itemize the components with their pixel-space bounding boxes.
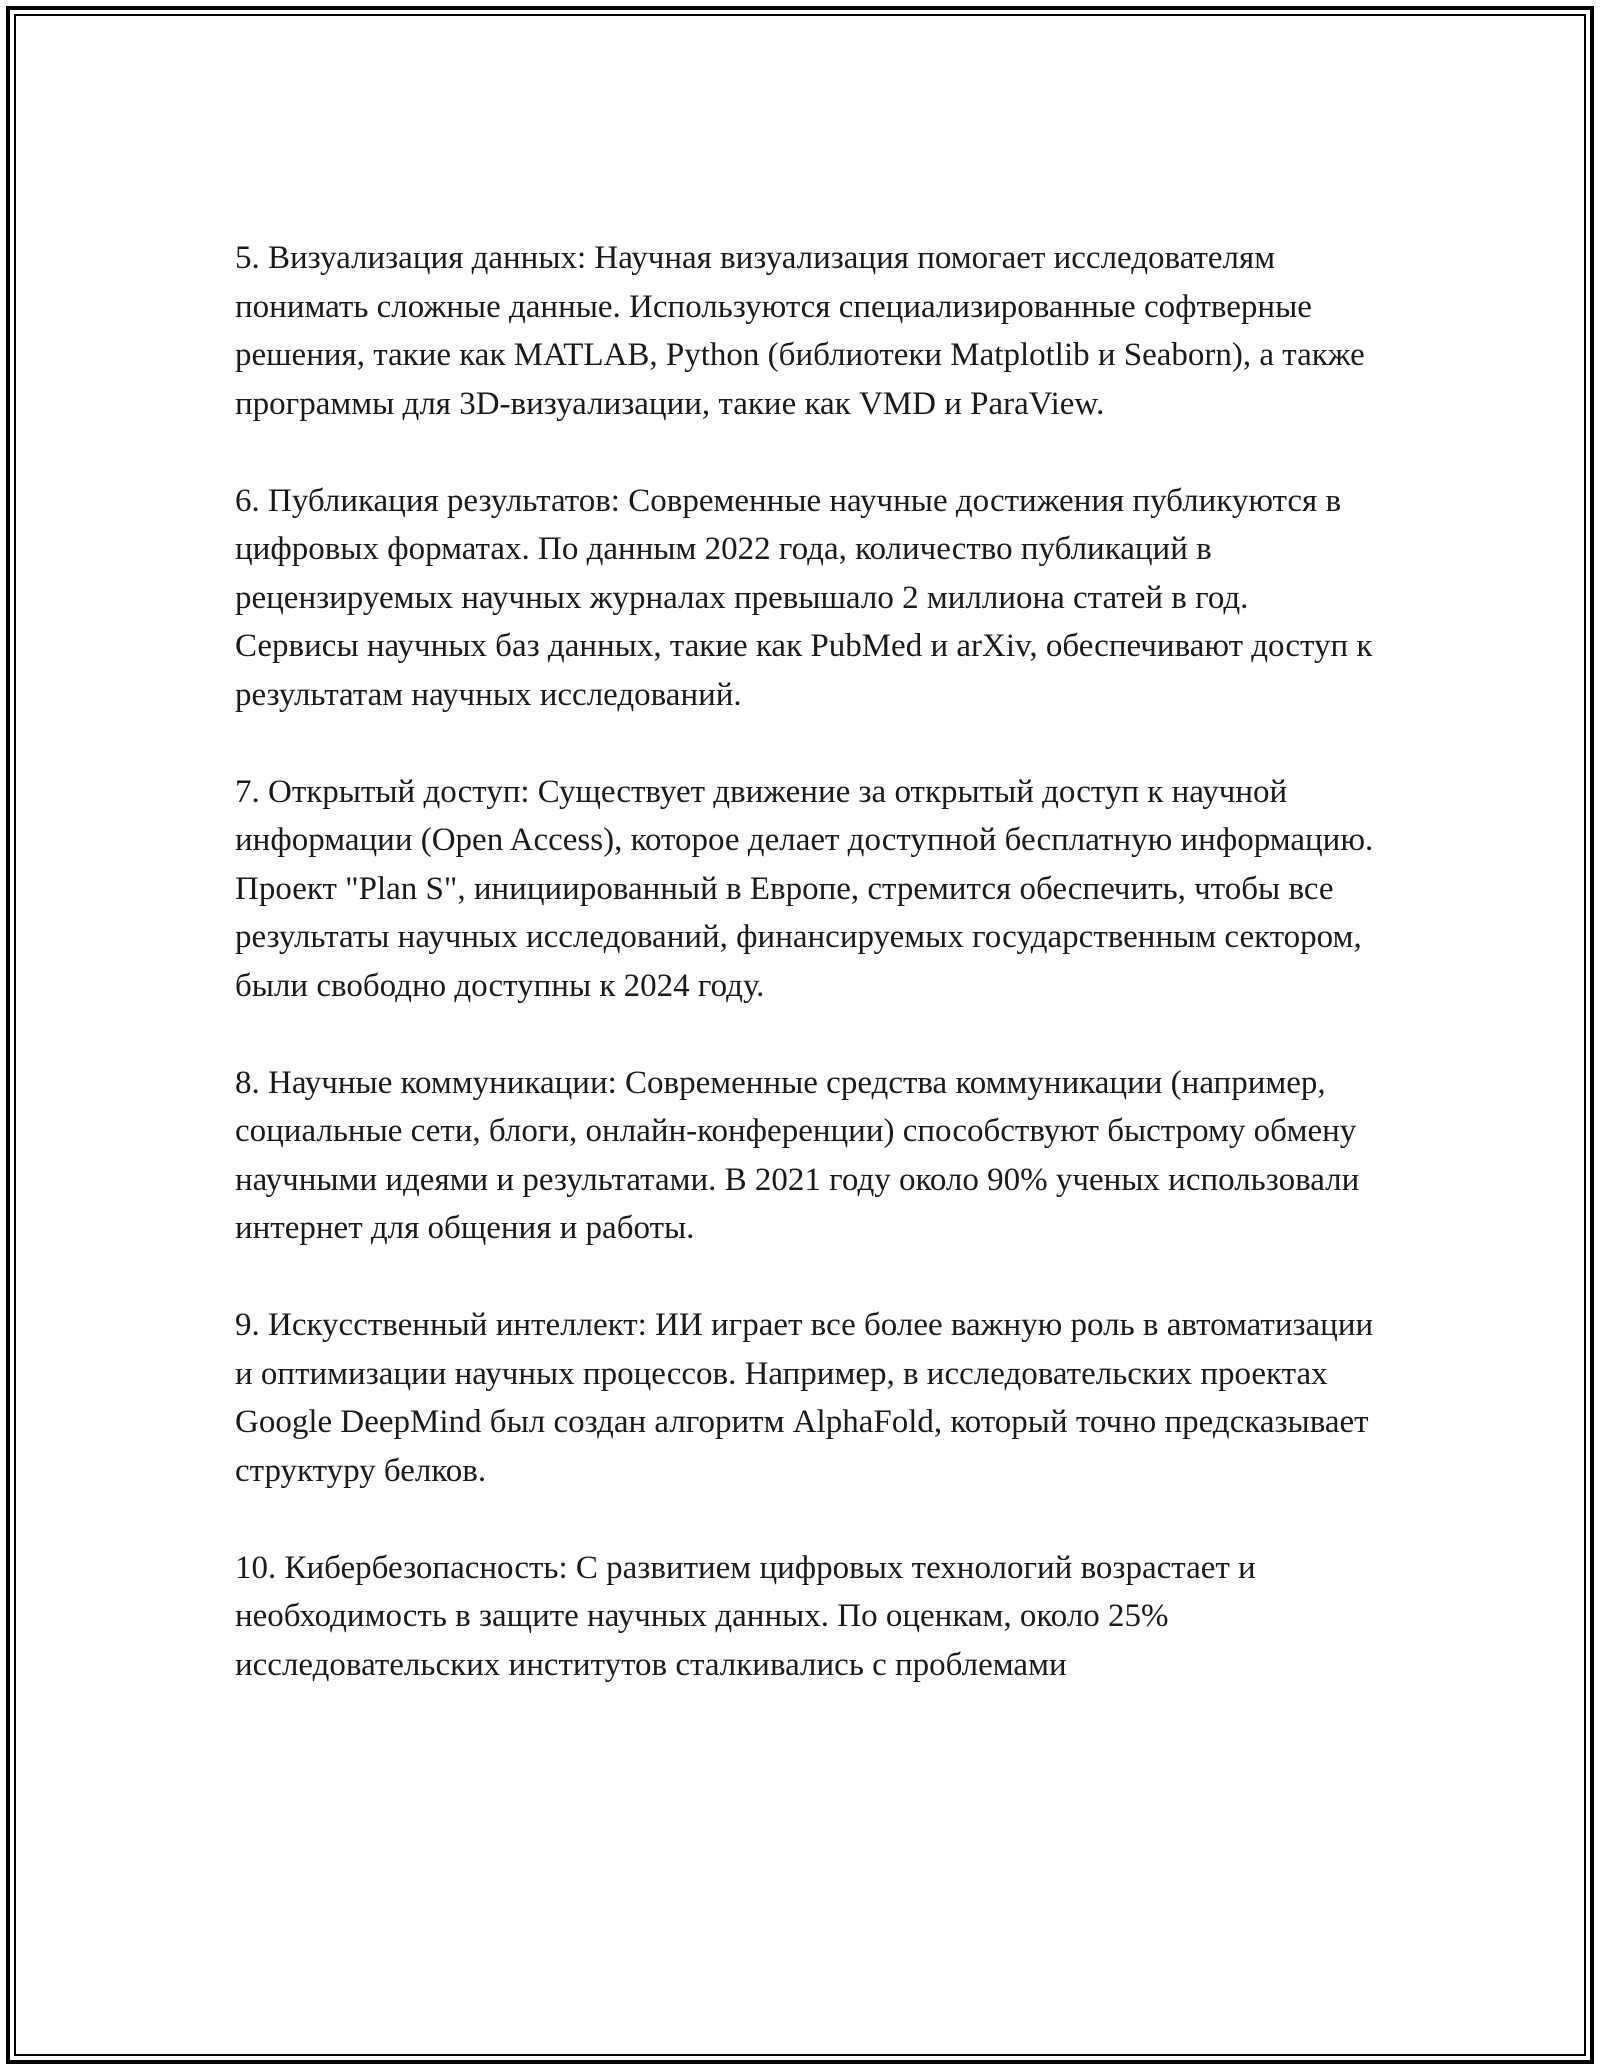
document-body — [235, 234, 1375, 1689]
paragraph-scientific-communications: 8. Научные коммуникации: Современные средства коммуникации (например, социальные сети, блоги, онлайн-конференции) способствуют быстрому обмену научными идеями и результатами. В 2021 году около 90% ученых использовали интернет для общения и работы. — [235, 1064, 1360, 1246]
paragraph-cybersecurity: 10. Кибербезопасность: С развитием цифровых технологий возрастает и необходимость в защите научных данных. По оценкам, около 25% исследовательских институтов сталкивались с проблемами — [235, 1549, 1256, 1683]
paragraph-open-access: 7. Открытый доступ: Существует движение за открытый доступ к научной информации (Open Access), которое делает доступной бесплатную информацию. Проект "Plan S", инициированный в Европе, стремится обеспечить, чтобы все результаты научных исследований, финансируемых государственным сектором, были свободно доступны к 2024 году. — [235, 773, 1374, 1004]
paragraph-data-visualization: 5. Визуализация данных: Научная визуализация помогает исследователям понимать сложные данные. Используются специализированные софтверные решения, такие как MATLAB, Python (библиотеки Matplotlib и Seaborn), а также программы для 3D-визуализации, такие как VMD и ParaView. — [235, 240, 1365, 422]
paragraph-publication-results: 6. Публикация результатов: Современные научные достижения публикуются в цифровых форматах. По данным 2022 года, количество публикаций в рецензируемых научных журналах превышало 2 миллиона статей в год. Сервисы научных баз данных, такие как PubMed и arXiv, обеспечивают доступ к результатам научных исследований. — [235, 482, 1373, 713]
paragraph-artificial-intelligence: 9. Искусственный интеллект: ИИ играет все более важную роль в автоматизации и оптимизации научных процессов. Например, в исследовательских проектах Google DeepMind был создан алгоритм AlphaFold, который точно предсказывает структуру белков. — [235, 1307, 1374, 1489]
